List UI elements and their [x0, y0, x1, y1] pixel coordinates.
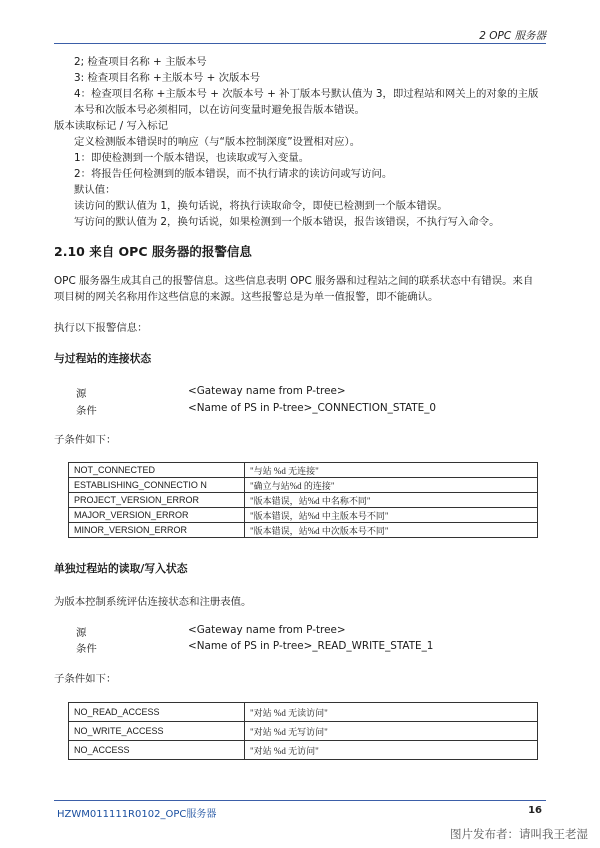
- subcondition-message: "确立与站%d 的连接": [245, 478, 538, 493]
- subcondition-message: "对站 %d 无写访问": [245, 722, 538, 741]
- subcondition-message: "对站 %d 无读访问": [245, 703, 538, 722]
- subcondition-message: "版本错误，站%d 中名称不同": [245, 493, 538, 508]
- condition-label: 条件: [76, 643, 97, 655]
- connection-subcondition-table: [68, 462, 538, 538]
- chapter-header: 2 OPC 服务器: [479, 30, 546, 42]
- subcondition-key: MINOR_VERSION_ERROR: [69, 523, 245, 538]
- intro-line-1: 2; 检查项目名称 + 主版本号: [74, 56, 207, 68]
- section-para-line: OPC 服务器生成其自己的报警信息。这些信息表明 OPC 服务器和过程站之间的联系状态中有错误。来自: [54, 275, 534, 287]
- section-para-line: 项目树的网关名称用作这些信息的来源。这些报警总是为单一值报警，即不能确认。: [54, 291, 439, 303]
- subcondition-message: "对站 %d 无访问": [245, 741, 538, 760]
- header-rule: [54, 43, 546, 44]
- readwrite-intro: 为版本控制系统评估连接状态和注册表值。: [54, 596, 252, 608]
- version-flag-line: 默认值：: [74, 184, 116, 196]
- version-flag-line: 定义检测版本错误时的响应（与“版本控制深度”设置相对应）。: [74, 136, 361, 148]
- table-row: [69, 493, 538, 508]
- table-row: [69, 722, 538, 741]
- condition-label: 条件: [76, 405, 97, 417]
- intro-line-3: 4：检查项目名称 +主版本号 + 次版本号 + 补丁版本号默认值为 3，即过程站和网关上的对象的主版: [74, 88, 539, 100]
- condition-value: <Name of PS in P-tree>_CONNECTION_STATE_0: [188, 402, 437, 414]
- version-flag-line: 读访问的默认值为 1，换句话说，将执行读取命令，即使已检测到一个版本错误。: [74, 200, 448, 212]
- subcondition-key: NO_ACCESS: [69, 741, 245, 760]
- version-flag-title: 版本读取标记 / 写入标记: [54, 120, 169, 132]
- publisher-watermark: 图片发布者：请叫我王老湿: [450, 827, 588, 841]
- table-row: [69, 741, 538, 760]
- table-row: [69, 463, 538, 478]
- subcondition-key: ESTABLISHING_CONNECTIO N: [69, 478, 245, 493]
- subcondition-key: NO_WRITE_ACCESS: [69, 722, 245, 741]
- subcondition-message: "与站 %d 无连接": [245, 463, 538, 478]
- version-flag-line: 写访问的默认值为 2，换句话说，如果检测到一个版本错误，报告该错误，不执行写入命令。: [74, 216, 500, 228]
- subcondition-key: MAJOR_VERSION_ERROR: [69, 508, 245, 523]
- subcondition-key: NOT_CONNECTED: [69, 463, 245, 478]
- source-value: <Gateway name from P-tree>: [188, 385, 346, 397]
- section-para-2: 执行以下报警信息：: [54, 322, 148, 334]
- footer-doc-id: HZWM011111R0102_OPC服务器: [57, 809, 217, 820]
- version-flag-line: 2：将报告任何检测到的版本错误，而不执行请求的读访问或写访问。: [74, 168, 393, 180]
- readwrite-state-title: 单独过程站的读取/写入状态: [54, 562, 188, 575]
- section-title: 2.10 来自 OPC 服务器的报警信息: [54, 244, 252, 259]
- source-label: 源: [76, 627, 87, 639]
- connection-state-title: 与过程站的连接状态: [54, 352, 152, 365]
- table-row: [69, 508, 538, 523]
- subcondition-key: PROJECT_VERSION_ERROR: [69, 493, 245, 508]
- table-row: [69, 523, 538, 538]
- subcondition-message: "版本错误，站%d 中次版本号不同": [245, 523, 538, 538]
- page-number: 16: [528, 805, 542, 816]
- subcondition-label: 子条件如下：: [54, 434, 117, 446]
- table-row: [69, 703, 538, 722]
- subcondition-label: 子条件如下：: [54, 673, 117, 685]
- version-flag-line: 1：即使检测到一个版本错误，也读取或写入变量。: [74, 152, 310, 164]
- condition-value: <Name of PS in P-tree>_READ_WRITE_STATE_1: [188, 640, 434, 652]
- table-row: [69, 478, 538, 493]
- intro-line-2: 3: 检查项目名称 +主版本号 + 次版本号: [74, 72, 261, 84]
- intro-line-4: 本号和次版本号必须相同，以在访问变量时避免报告版本错误。: [74, 104, 365, 116]
- source-value: <Gateway name from P-tree>: [188, 624, 346, 636]
- readwrite-subcondition-table: [68, 702, 538, 760]
- source-label: 源: [76, 388, 87, 400]
- subcondition-message: "版本错误，站%d 中主版本号不同": [245, 508, 538, 523]
- footer-rule: [54, 800, 546, 801]
- subcondition-key: NO_READ_ACCESS: [69, 703, 245, 722]
